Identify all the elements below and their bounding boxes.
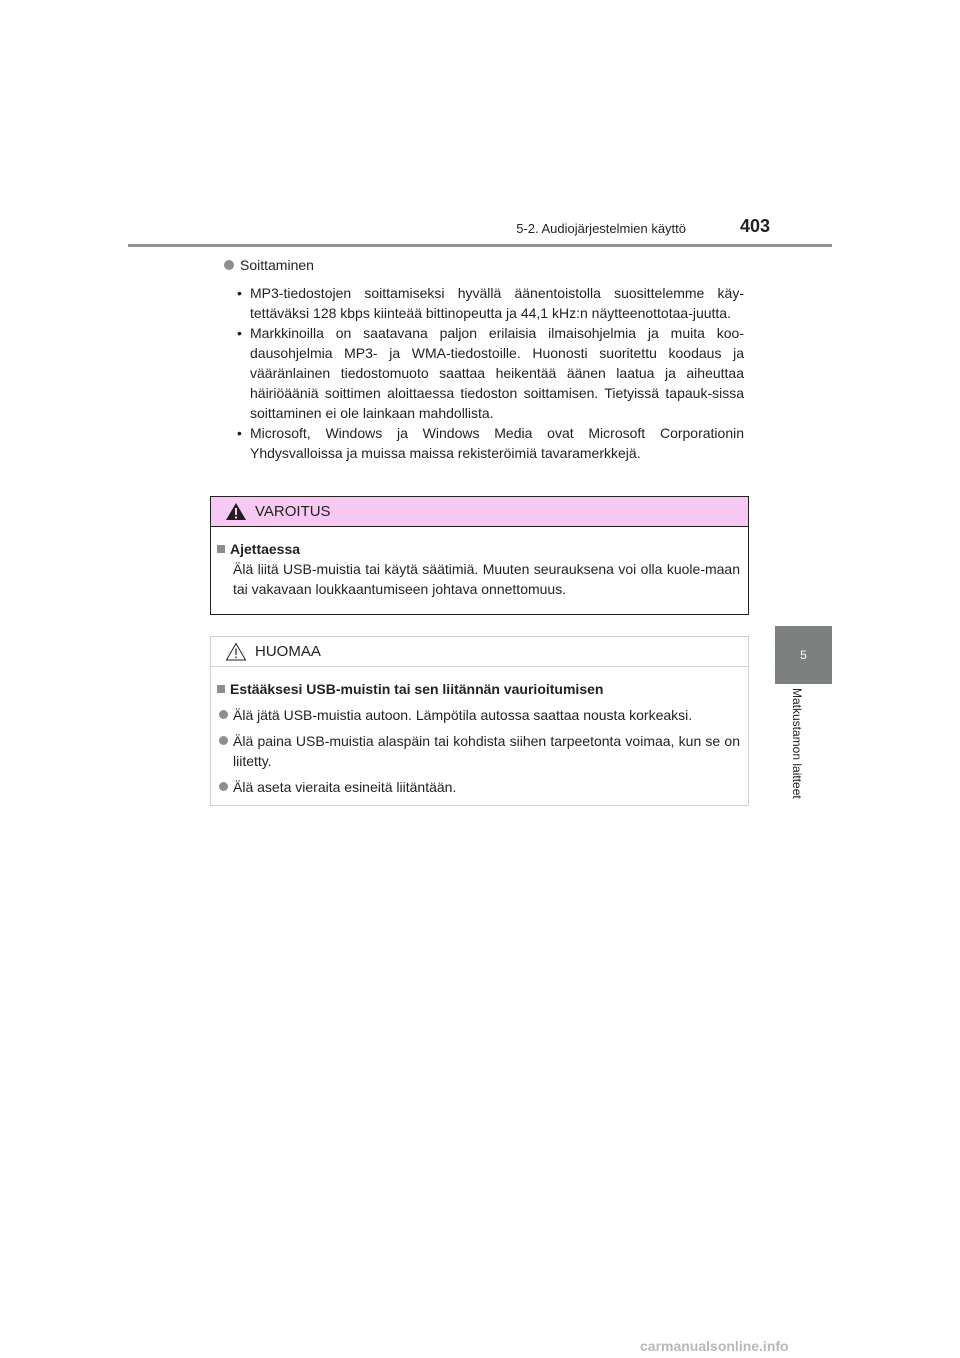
playback-heading (224, 255, 744, 275)
list-item: • Microsoft, Windows ja Windows Media ovat Microsoft Corporationin Yhdysvalloissa ja muissa maissa rekisteröimiä tavaramerkkejä. (237, 425, 744, 461)
circle-bullet-icon (219, 710, 228, 719)
page-number: 403 (740, 216, 771, 236)
circle-bullet-icon (224, 260, 234, 270)
list-item: • MP3-tiedostojen soittamiseksi hyvällä äänentoistolla suosittelemme käy-tettäväksi 128 kbps kiinteää bittinopeutta ja 44,1 kHz:n näytteenottotaa-juutta. (237, 285, 744, 321)
playback-list (224, 283, 744, 463)
square-bullet-icon (217, 545, 225, 553)
list-item: • Markkinoilla on saatavana paljon erilaisia ilmaisohjelmia ja muita koo-dausohjelmia MP3- ja WMA-tiedostoille. Huonosti suoritettu koodaus ja vääränlainen tiedostomuoto saattaa heikentää äänen laatua ja aiheuttaa häiriöääniä soittimen aloittaessa tiedoston soittamisen. Tietyissä tapauk-sissa soittaminen ei ole lainkaan mahdollista. (237, 325, 744, 421)
circle-bullet-icon (219, 782, 228, 791)
playback-section (224, 255, 744, 463)
warning-title: VAROITUS (255, 503, 331, 520)
bullet-dot: • (237, 285, 242, 301)
list-item: Älä aseta vieraita esineitä liitäntään. (217, 777, 740, 797)
warning-body (211, 527, 748, 599)
notice-header (211, 637, 748, 667)
warning-text: Älä liitä USB-muistia tai käytä säätimiä. Muuten seurauksena voi olla kuole-maan tai vakavaan loukkaantumiseen johtava onnettomuus. (233, 561, 740, 597)
warning-header (211, 497, 748, 527)
caution-triangle-icon (225, 642, 247, 661)
notice-box (210, 636, 749, 806)
playback-heading-text: Soittaminen (240, 257, 314, 273)
circle-bullet-icon (219, 736, 228, 745)
bullet-dot: • (237, 425, 242, 441)
list-item: Älä paina USB-muistia alaspäin tai kohdista siihen tarpeetonta voimaa, kun se on liitetty. (217, 731, 740, 771)
warning-triangle-icon (225, 502, 247, 521)
chapter-tab-title: Matkustamon laitteet (790, 688, 804, 799)
bullet-dot: • (237, 325, 242, 341)
notice-subheading: Estääksesi USB-muistin tai sen liitännän vaurioitumisen (217, 679, 740, 699)
list-item: Älä jätä USB-muistia autoon. Lämpötila autossa saattaa nousta korkeaksi. (217, 705, 740, 725)
warning-box (210, 496, 749, 615)
notice-body (211, 667, 748, 797)
watermark-logo: carmanualsonline.info (640, 1338, 789, 1354)
chapter-tab-number: 5 (775, 626, 832, 684)
section-title: 5-2. Audiojärjestelmien käyttö (516, 221, 686, 236)
header-divider (128, 244, 832, 247)
square-bullet-icon (217, 685, 225, 693)
warning-subheading: Ajettaessa (217, 539, 740, 559)
notice-title: HUOMAA (255, 643, 321, 660)
